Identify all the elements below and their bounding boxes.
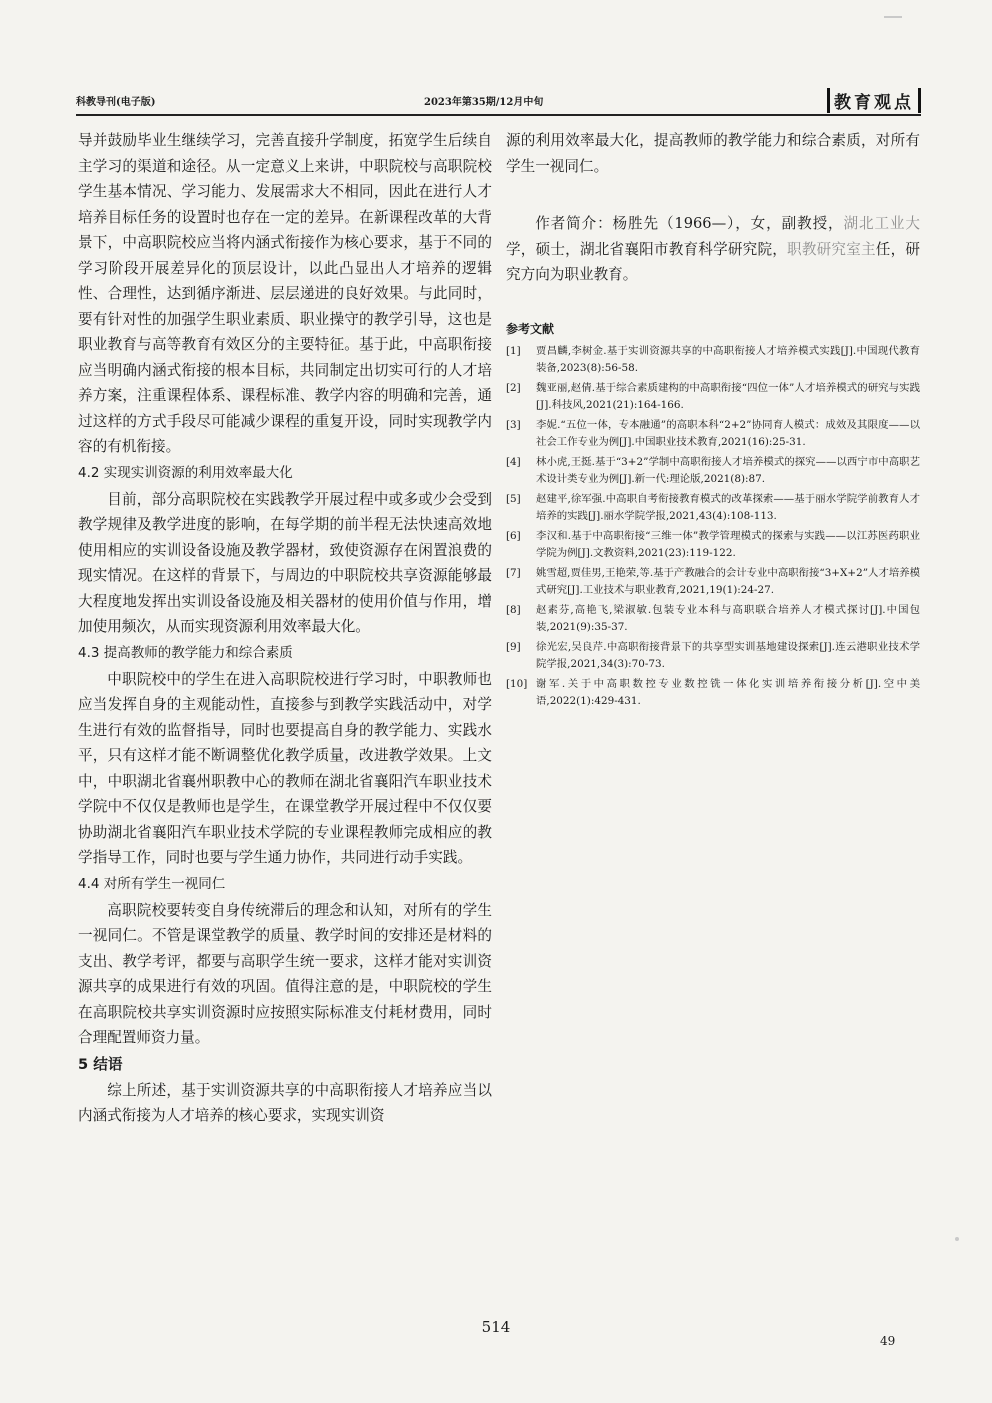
- reference-item: [506, 380, 920, 415]
- reference-item: [506, 417, 920, 452]
- reference-number: [3]: [506, 418, 521, 431]
- author-text-faded-2: 职教研究室主: [787, 240, 876, 258]
- paragraph-intro: 导并鼓励毕业生继续学习，完善直接升学制度，拓宽学生后续自主学习的渠道和途径。从一定意义上来讲，中职院校与高职院校学生基本情况、学习能力、发展需求大不相同，因此在进行人才培养目标任务的设置时也存在一定的差异。在新课程改革的大背景下，中高职院校应当将内涵式衔接作为核心要求，基于不同的学习阶段开展差异化的顶层设计，以此凸显出人才培养的逻辑性、合理性，达到循序渐进、层层递进的良好效果。与此同时，要有针对性的加强学生职业素质、职业操守的教学引导，这也是职业教育与高等教育有效区分的主要特征。基于此，中高职衔接应当明确内涵式衔接的根本目标，共同制定出切实可行的人才培养方案，注重课程体系、课程标准、教学内容的明确和完善，通过这样的方式手段尽可能减少课程的重复开设，同时实现教学内容的有机衔接。: [78, 132, 492, 455]
- reference-text: 贾昌麟,李树金.基于实训资源共享的中高职衔接人才培养模式实践[J].中国现代教育装备,2023(8):56-58.: [536, 344, 920, 374]
- page-header: [76, 88, 921, 112]
- right-column: [506, 128, 920, 713]
- issue-info: 2023年第35期/12月中旬: [424, 97, 544, 108]
- reference-number: [5]: [506, 492, 521, 505]
- heading-4-4: 4.4 对所有学生一视同仁: [78, 875, 226, 892]
- paragraph-4-3: 中职院校中的学生在进入高职院校进行学习时，中职教师也应当发挥自身的主观能动性，直接参与到教学实践活动中，对学生进行有效的监督指导，同时也要提高自身的教学能力、实践水平，只有这样才能不断调整优化教学质量，改进教学效果。上文中，中职湖北省襄州职教中心的教师在湖北省襄阳汽车职业技术学院中不仅仅是教师也是学生，在课堂教学开展过程中不仅仅要协助湖北省襄阳汽车职业技术学院的专业课程教师完成相应的教学指导工作，同时也要与学生通力协作，共同进行动手实践。: [78, 670, 492, 866]
- paragraph-continued: 源的利用效率最大化，提高教师的教学能力和综合素质，对所有学生一视同仁。: [506, 132, 920, 175]
- reference-item: [506, 676, 920, 711]
- reference-item: [506, 565, 920, 600]
- reference-item: [506, 639, 920, 674]
- paragraph-4-2: 目前，部分高职院校在实践教学开展过程中或多或少会受到教学规律及教学进度的影响，在每学期的前半程无法快速高效地使用相应的实训设备设施及教学器材，致使资源存在闲置浪费的现实情况。在这样的背景下，与周边的中职院校共享资源能够最大程度地发挥出实训设备设施及相关器材的使用价值与作用，增加使用频次，从而实现资源利用效率最大化。: [78, 490, 492, 635]
- author-bio: [506, 211, 920, 288]
- reference-number: [10]: [506, 677, 528, 690]
- reference-text: 李妮.“五位一体，专本融通”的高职本科“2+2”协同育人模式：成效及其限度——以社会工作专业为例[J].中国职业技术教育,2021(16):25-31.: [536, 418, 920, 448]
- reference-text: 谢军.关于中高职数控专业数控铣一体化实训培养衔接分析[J].空中美语,2022(1):429-431.: [536, 677, 920, 707]
- reference-item: [506, 343, 920, 378]
- reference-text: 赵建平,徐军强.中高职自考衔接教育模式的改革探索——基于丽水学院学前教育人才培养的实践[J].丽水学院学报,2021,43(4):108-113.: [536, 492, 920, 522]
- author-text-3: 任，研究方向为职业教育。: [506, 240, 920, 283]
- column-tag: 教育观点: [827, 88, 921, 113]
- reference-text: 徐光宏,吴良芹.中高职衔接背景下的共享型实训基地建设探索[J].连云港职业技术学院学报,2021,34(3):70-73.: [536, 640, 920, 670]
- paragraph-5: 综上所述，基于实训资源共享的中高职衔接人才培养应当以内涵式衔接为人才培养的核心要求，实现实训资: [78, 1081, 492, 1124]
- reference-number: [1]: [506, 344, 521, 357]
- reference-text: 李汉和.基于中高职衔接“三维一体”教学管理模式的探索与实践——以江苏医药职业学院为例[J].文教资料,2021(23):119-122.: [536, 529, 920, 559]
- journal-name: 科教导刊(电子版): [76, 97, 156, 108]
- reference-number: [8]: [506, 603, 521, 616]
- author-text-1: 作者简介：杨胜先（1966—），女，副教授，: [535, 215, 844, 232]
- paragraph-4-4: 高职院校要转变自身传统滞后的理念和认知，对所有的学生一视同仁。不管是课堂教学的质量、教学时间的安排还是材料的支出、教学考评，都要与高职学生统一要求，这样才能对实训资源共享的成果进行有效的巩固。值得注意的是，中职院校的学生在高职院校共享实训资源时应按照实际标准支付耗材费用，同时合理配置师资力量。: [78, 901, 492, 1046]
- reference-item: [506, 454, 920, 489]
- author-text-2: 学，硕士，湖北省襄阳市教育科学研究院，: [506, 240, 788, 258]
- author-text-faded-1: 湖北工业大: [843, 215, 920, 232]
- page-number-right: 49: [880, 1334, 896, 1348]
- scan-dot: [955, 1237, 959, 1241]
- reference-number: [9]: [506, 640, 521, 653]
- reference-text: 林小虎,王挺.基于“3+2”学制中高职衔接人才培养模式的探究——以西宁市中高职艺术设计类专业为例[J].新一代:理论版,2021(8):87.: [536, 455, 920, 485]
- reference-item: [506, 528, 920, 563]
- reference-text: 魏亚丽,赵倩.基于综合素质建构的中高职衔接“四位一体”人才培养模式的研究与实践[J].科技风,2021(21):164-166.: [536, 381, 920, 411]
- scan-mark: [884, 16, 902, 18]
- header-rule: [76, 114, 921, 116]
- reference-list: [506, 343, 920, 711]
- reference-item: [506, 491, 920, 526]
- reference-number: [7]: [506, 566, 521, 579]
- heading-4-3: 4.3 提高教师的教学能力和综合素质: [78, 644, 293, 661]
- reference-item: [506, 602, 920, 637]
- heading-5: 5 结语: [78, 1055, 123, 1073]
- reference-text: 赵素芬,高艳飞,梁淑敏.包装专业本科与高职联合培养人才模式探讨[J].中国包装,2021(9):35-37.: [536, 603, 920, 633]
- reference-number: [6]: [506, 529, 521, 542]
- reference-number: [4]: [506, 455, 521, 468]
- heading-4-2: 4.2 实现实训资源的利用效率最大化: [78, 464, 293, 481]
- page-number-center: 514: [481, 1318, 511, 1336]
- reference-text: 姚雪超,贾佳男,王艳荣,等.基于产教融合的会计专业中高职衔接“3+X+2”人才培养模式研究[J].工业技术与职业教育,2021,19(1):24-27.: [536, 566, 920, 596]
- left-column: [78, 128, 492, 1129]
- reference-number: [2]: [506, 381, 521, 394]
- references-title: 参考文献: [506, 321, 555, 336]
